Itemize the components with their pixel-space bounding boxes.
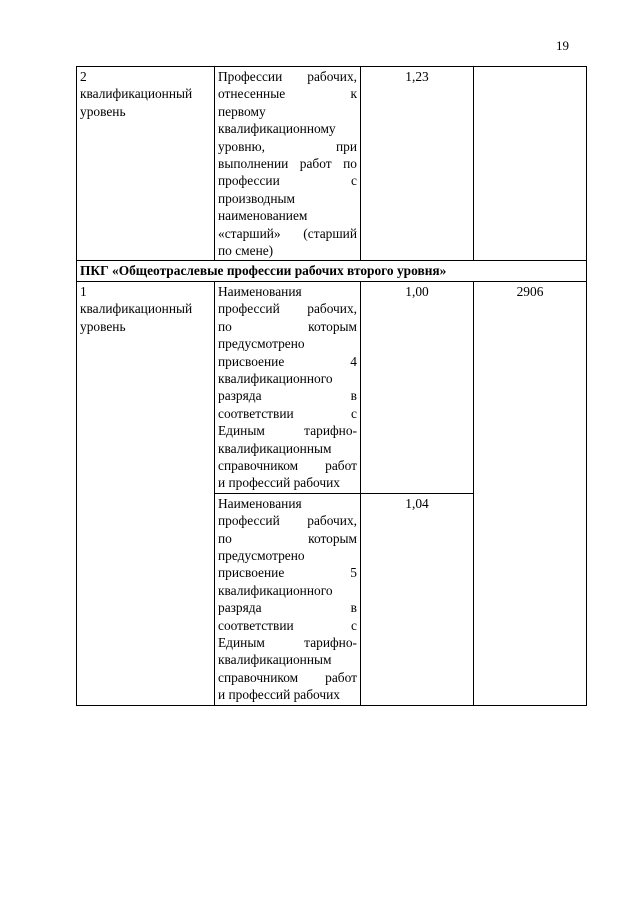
- profession-line: по которым: [218, 318, 357, 334]
- profession-line: предусмотрено: [218, 336, 305, 352]
- coefficient-cell: 1,23: [361, 67, 474, 261]
- profession-line: разряда в: [218, 600, 357, 616]
- profession-line: «старший» (старший: [218, 225, 357, 241]
- level-cell: [77, 67, 215, 261]
- profession-line: разряда в: [218, 388, 357, 404]
- profession-line: соответствии с: [218, 617, 357, 633]
- salary-cell: 2906: [474, 281, 587, 705]
- level-text: квалификационный: [80, 86, 193, 102]
- profession-cell: [215, 281, 361, 493]
- table-row: [77, 67, 587, 261]
- profession-line: профессии с: [218, 173, 357, 189]
- profession-line: Единым тарифно-: [218, 423, 357, 439]
- profession-line: квалификационным: [218, 652, 332, 668]
- salary-cell: [474, 67, 587, 261]
- level-cell: [77, 281, 215, 705]
- group-title: ПКГ «Общеотраслевые профессии рабочих второго уровня»: [77, 261, 587, 281]
- profession-line: присвоение 5: [218, 565, 357, 581]
- profession-line: наименованием: [218, 208, 308, 224]
- tariff-table: [76, 66, 587, 706]
- coefficient-cell: 1,04: [361, 493, 474, 705]
- level-text: уровень: [80, 318, 126, 334]
- page-number: 19: [556, 38, 569, 53]
- profession-line: производным: [218, 190, 296, 206]
- profession-line: Единым тарифно-: [218, 635, 357, 650]
- profession-line: первому: [218, 103, 266, 119]
- profession-line: квалификационному: [218, 121, 336, 137]
- profession-line: квалификационного: [218, 370, 333, 386]
- profession-line: предусмотрено: [218, 547, 305, 563]
- level-number: 1: [80, 283, 87, 299]
- profession-line: Наименования: [218, 283, 302, 299]
- document-table-wrapper: [76, 66, 586, 706]
- coefficient-cell: 1,00: [361, 281, 474, 493]
- profession-line: профессий рабочих,: [218, 513, 357, 529]
- profession-line: и профессий рабочих: [218, 687, 340, 703]
- profession-line: по смене): [218, 243, 274, 259]
- profession-line: по которым: [218, 530, 357, 546]
- profession-line: отнесенные к: [218, 86, 357, 102]
- group-header-row: [77, 261, 587, 281]
- profession-line: Профессии рабочих,: [218, 69, 357, 84]
- profession-line: Наименования: [218, 495, 302, 511]
- profession-line: соответствии с: [218, 405, 357, 421]
- profession-line: квалификационного: [218, 582, 333, 598]
- profession-line: уровню, при: [218, 138, 357, 154]
- profession-line: справочником работ: [218, 457, 357, 473]
- level-text: квалификационный: [80, 301, 193, 317]
- profession-line: присвоение 4: [218, 353, 357, 369]
- profession-line: профессий рабочих,: [218, 301, 357, 317]
- profession-line: выполнении работ по: [218, 156, 357, 172]
- profession-cell: [215, 67, 361, 261]
- table-row: [77, 281, 587, 493]
- profession-line: и профессий рабочих: [218, 475, 340, 491]
- profession-line: квалификационным: [218, 440, 332, 456]
- profession-cell: [215, 493, 361, 705]
- level-text: уровень: [80, 103, 126, 119]
- level-number: 2: [80, 69, 87, 84]
- profession-line: справочником работ: [218, 669, 357, 685]
